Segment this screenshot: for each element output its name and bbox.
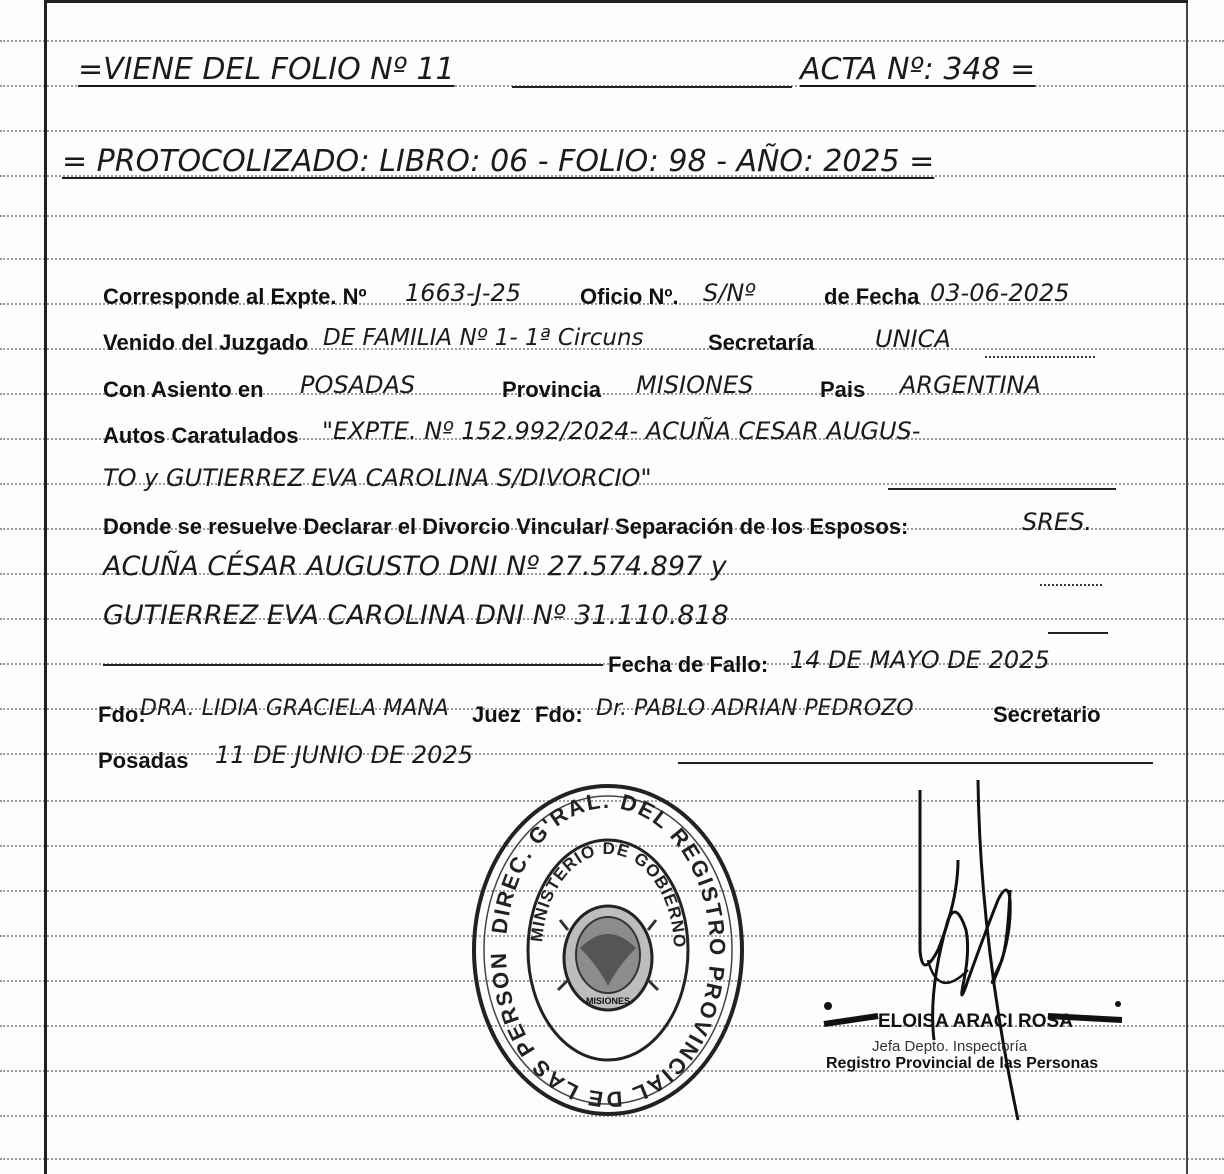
fdo2-label: Fdo: — [535, 702, 583, 727]
pais-value: ARGENTINA — [900, 371, 1041, 399]
signatory-name: ELOISA ARACI ROSA — [878, 1011, 1073, 1032]
fill-line — [1048, 632, 1108, 634]
fecha-value: 03-06-2025 — [930, 279, 1070, 307]
ruled-line — [0, 130, 1224, 132]
esposa-line: GUTIERREZ EVA CAROLINA DNI Nº 31.110.818 — [103, 600, 729, 631]
fallo-value: 14 DE MAYO DE 2025 — [790, 646, 1050, 674]
top-border — [44, 0, 1188, 3]
fill-line — [678, 762, 1153, 764]
dotted-fill — [985, 356, 1095, 358]
fill-line — [103, 664, 603, 666]
secretaria-value: UNICA — [875, 325, 951, 353]
right-margin-line — [1186, 0, 1188, 1174]
fill-line — [888, 488, 1116, 490]
fill-line — [512, 86, 792, 88]
acta-number: ACTA Nº: 348 = — [800, 52, 1036, 87]
fallo-label: Fecha de Fallo: — [608, 652, 769, 677]
dotted-fill — [1040, 584, 1102, 586]
provincia-value: MISIONES — [636, 371, 754, 399]
juzgado-label: Venido del Juzgado — [103, 330, 309, 355]
secretario-label: Secretario — [993, 702, 1101, 727]
fdo-label: Fdo: — [98, 702, 146, 727]
autos-value-2: TO y GUTIERREZ EVA CAROLINA S/DIVORCIO" — [103, 464, 652, 492]
juzgado-value: DE FAMILIA Nº 1- 1ª Circuns — [323, 325, 644, 351]
secretario-value: Dr. PABLO ADRIAN PEDROZO — [596, 696, 914, 721]
pais-label: Pais — [820, 377, 866, 402]
ruled-line — [0, 40, 1224, 42]
seal-outer-text: DIREC. G'RAL. DEL REGISTRO PROVINCIAL DE LAS PERSONAS — [459, 760, 731, 1113]
juez-value: DRA. LIDIA GRACIELA MANA — [140, 696, 449, 721]
lugar-value: 11 DE JUNIO DE 2025 — [215, 741, 473, 769]
expte-label: Corresponde al Expte. Nº — [103, 284, 367, 309]
fecha-label: de Fecha — [824, 284, 920, 309]
viene-del-folio: =VIENE DEL FOLIO Nº 11 — [78, 52, 455, 87]
oficio-label: Oficio Nº. — [580, 284, 679, 309]
left-margin-line — [44, 0, 47, 1174]
seal-inner-text: MINISTERIO DE GOBIERNO — [527, 838, 690, 949]
autos-value-1: "EXPTE. Nº 152.992/2024- ACUÑA CESAR AUGUS- — [322, 417, 921, 445]
resuelve-label: Donde se resuelve Declarar el Divorcio Vincular/ Separación de los Esposos: — [103, 514, 909, 539]
ruled-line — [0, 215, 1224, 217]
ruled-line — [0, 258, 1224, 260]
asiento-label: Con Asiento en — [103, 377, 264, 402]
seal-center-text: MISIONES — [585, 996, 631, 1006]
secretaria-label: Secretaría — [708, 330, 815, 355]
lugar-label: Posadas — [98, 748, 189, 773]
autos-label: Autos Caratulados — [103, 423, 299, 448]
signatory-org: Registro Provincial de las Personas — [826, 1055, 1099, 1072]
coat-of-arms-icon — [558, 906, 658, 1010]
juez-label: Juez — [472, 702, 521, 727]
esposo-line: ACUÑA CÉSAR AUGUSTO DNI Nº 27.574.897 y — [103, 551, 727, 582]
official-seal — [459, 760, 748, 1120]
oficio-value: S/Nº — [703, 279, 756, 307]
ruled-line — [0, 1158, 1224, 1160]
resuelve-value: SRES. — [1022, 508, 1092, 536]
protocolizado-line: = PROTOCOLIZADO: LIBRO: 06 - FOLIO: 98 - AÑO: 2025 = — [62, 144, 935, 179]
expte-value: 1663-J-25 — [405, 279, 522, 307]
signatory-title: Jefa Depto. Inspectoría — [872, 1038, 1028, 1055]
asiento-value: POSADAS — [300, 371, 416, 399]
provincia-label: Provincia — [502, 377, 602, 402]
